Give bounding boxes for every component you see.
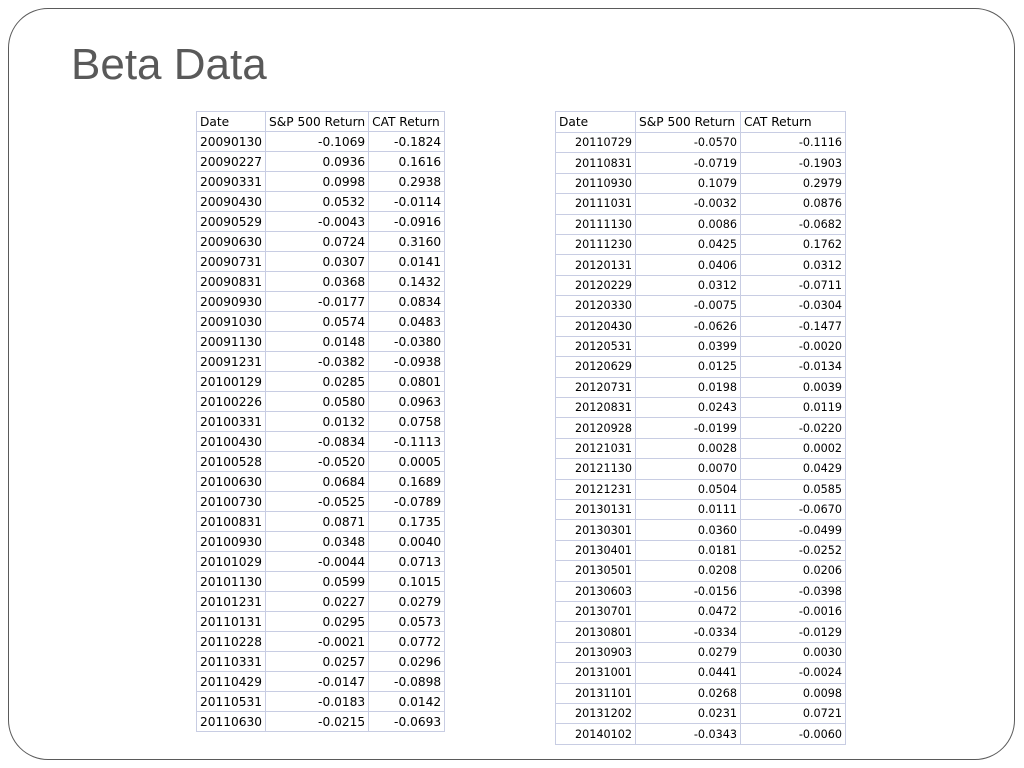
cat-return-cell: 0.0963 <box>369 392 445 412</box>
table-row <box>556 275 846 295</box>
column-header-date: Date <box>556 112 636 133</box>
table-row <box>197 532 445 552</box>
table-row <box>556 520 846 540</box>
date-cell: 20130501 <box>556 561 636 581</box>
table-row <box>197 692 445 712</box>
sp500-return-cell: 0.0279 <box>636 642 741 662</box>
cat-return-cell: 0.0758 <box>369 412 445 432</box>
date-cell: 20131202 <box>556 703 636 723</box>
column-header-cat-return: CAT Return <box>369 112 445 132</box>
cat-return-cell: 0.0119 <box>741 398 846 418</box>
cat-return-cell: -0.0252 <box>741 540 846 560</box>
table-row <box>197 632 445 652</box>
table-row <box>556 724 846 744</box>
sp500-return-cell: -0.0520 <box>266 452 369 472</box>
sp500-return-cell: 0.0132 <box>266 412 369 432</box>
sp500-return-cell: 0.0208 <box>636 561 741 581</box>
sp500-return-cell: 0.0360 <box>636 520 741 540</box>
cat-return-cell: -0.0499 <box>741 520 846 540</box>
cat-return-cell: 0.0585 <box>741 479 846 499</box>
cat-return-cell: 0.0279 <box>369 592 445 612</box>
sp500-return-cell: -0.0075 <box>636 296 741 316</box>
sp500-return-cell: 0.0532 <box>266 192 369 212</box>
sp500-return-cell: -0.0382 <box>266 352 369 372</box>
column-header-sp500-return: S&P 500 Return <box>266 112 369 132</box>
date-cell: 20101029 <box>197 552 266 572</box>
sp500-return-cell: 0.0028 <box>636 438 741 458</box>
table-row <box>197 432 445 452</box>
date-cell: 20130603 <box>556 581 636 601</box>
table-row <box>556 336 846 356</box>
sp500-return-cell: 0.1079 <box>636 173 741 193</box>
cat-return-cell: -0.0711 <box>741 275 846 295</box>
date-cell: 20130301 <box>556 520 636 540</box>
sp500-return-cell: -0.0834 <box>266 432 369 452</box>
table-row <box>556 438 846 458</box>
date-cell: 20131101 <box>556 683 636 703</box>
sp500-return-cell: 0.0684 <box>266 472 369 492</box>
sp500-return-cell: 0.0181 <box>636 540 741 560</box>
cat-return-cell: 0.0573 <box>369 612 445 632</box>
date-cell: 20120430 <box>556 316 636 336</box>
sp500-return-cell: 0.0574 <box>266 312 369 332</box>
table-row <box>197 132 445 152</box>
date-cell: 20110930 <box>556 173 636 193</box>
table-row <box>556 234 846 254</box>
cat-return-cell: 0.0296 <box>369 652 445 672</box>
table-row <box>197 232 445 252</box>
date-cell: 20140102 <box>556 724 636 744</box>
cat-return-cell: 0.1689 <box>369 472 445 492</box>
table-row <box>197 212 445 232</box>
date-cell: 20090130 <box>197 132 266 152</box>
sp500-return-cell: -0.0525 <box>266 492 369 512</box>
sp500-return-cell: 0.0227 <box>266 592 369 612</box>
cat-return-cell: 0.0713 <box>369 552 445 572</box>
cat-return-cell: -0.0398 <box>741 581 846 601</box>
beta-table-left <box>196 111 445 732</box>
date-cell: 20110630 <box>197 712 266 732</box>
table-row <box>197 272 445 292</box>
date-cell: 20100226 <box>197 392 266 412</box>
date-cell: 20101231 <box>197 592 266 612</box>
sp500-return-cell: 0.0070 <box>636 459 741 479</box>
cat-return-cell: 0.0721 <box>741 703 846 723</box>
cat-return-cell: 0.0876 <box>741 194 846 214</box>
sp500-return-cell: 0.0399 <box>636 336 741 356</box>
date-cell: 20110729 <box>556 133 636 153</box>
table-row <box>197 372 445 392</box>
sp500-return-cell: -0.0199 <box>636 418 741 438</box>
sp500-return-cell: 0.0425 <box>636 234 741 254</box>
slide-title: Beta Data <box>71 40 267 89</box>
table-header-row <box>197 112 445 132</box>
sp500-return-cell: -0.0177 <box>266 292 369 312</box>
sp500-return-cell: 0.0111 <box>636 500 741 520</box>
date-cell: 20120330 <box>556 296 636 316</box>
date-cell: 20121231 <box>556 479 636 499</box>
date-cell: 20090930 <box>197 292 266 312</box>
date-cell: 20110531 <box>197 692 266 712</box>
table-row <box>197 452 445 472</box>
date-cell: 20130903 <box>556 642 636 662</box>
cat-return-cell: -0.0916 <box>369 212 445 232</box>
table-row <box>556 459 846 479</box>
sp500-return-cell: -0.0043 <box>266 212 369 232</box>
table-row <box>197 172 445 192</box>
table-row <box>197 672 445 692</box>
table-row <box>197 472 445 492</box>
date-cell: 20100930 <box>197 532 266 552</box>
date-cell: 20120131 <box>556 255 636 275</box>
sp500-return-cell: 0.0441 <box>636 663 741 683</box>
date-cell: 20110228 <box>197 632 266 652</box>
table-row <box>556 418 846 438</box>
cat-return-cell: -0.0380 <box>369 332 445 352</box>
cat-return-cell: 0.0312 <box>741 255 846 275</box>
cat-return-cell: -0.0682 <box>741 214 846 234</box>
table-row <box>556 316 846 336</box>
slide-frame <box>8 8 1015 760</box>
date-cell: 20130801 <box>556 622 636 642</box>
sp500-return-cell: 0.0406 <box>636 255 741 275</box>
column-header-sp500-return: S&P 500 Return <box>636 112 741 133</box>
date-cell: 20100528 <box>197 452 266 472</box>
table-row <box>556 683 846 703</box>
cat-return-cell: -0.0129 <box>741 622 846 642</box>
table-row <box>556 540 846 560</box>
date-cell: 20091130 <box>197 332 266 352</box>
date-cell: 20100129 <box>197 372 266 392</box>
table-row <box>556 296 846 316</box>
sp500-return-cell: -0.0032 <box>636 194 741 214</box>
table-row <box>556 479 846 499</box>
sp500-return-cell: -0.1069 <box>266 132 369 152</box>
sp500-return-cell: -0.0183 <box>266 692 369 712</box>
sp500-return-cell: 0.0504 <box>636 479 741 499</box>
table-row <box>197 712 445 732</box>
date-cell: 20100730 <box>197 492 266 512</box>
table-row <box>556 622 846 642</box>
table-row <box>197 152 445 172</box>
sp500-return-cell: -0.0215 <box>266 712 369 732</box>
sp500-return-cell: 0.0268 <box>636 683 741 703</box>
date-cell: 20090831 <box>197 272 266 292</box>
table-row <box>556 214 846 234</box>
cat-return-cell: -0.1477 <box>741 316 846 336</box>
date-cell: 20120531 <box>556 336 636 356</box>
date-cell: 20111230 <box>556 234 636 254</box>
sp500-return-cell: 0.0243 <box>636 398 741 418</box>
date-cell: 20090430 <box>197 192 266 212</box>
sp500-return-cell: 0.0998 <box>266 172 369 192</box>
table-row <box>556 581 846 601</box>
table-row <box>197 332 445 352</box>
table-row <box>197 652 445 672</box>
table-row <box>197 612 445 632</box>
cat-return-cell: -0.0024 <box>741 663 846 683</box>
sp500-return-cell: 0.0148 <box>266 332 369 352</box>
date-cell: 20120629 <box>556 357 636 377</box>
cat-return-cell: -0.0938 <box>369 352 445 372</box>
sp500-return-cell: 0.0198 <box>636 377 741 397</box>
table-row <box>556 703 846 723</box>
cat-return-cell: 0.0005 <box>369 452 445 472</box>
sp500-return-cell: 0.0936 <box>266 152 369 172</box>
cat-return-cell: -0.0020 <box>741 336 846 356</box>
table-row <box>197 312 445 332</box>
cat-return-cell: 0.2938 <box>369 172 445 192</box>
sp500-return-cell: -0.0570 <box>636 133 741 153</box>
cat-return-cell: -0.0134 <box>741 357 846 377</box>
cat-return-cell: 0.0141 <box>369 252 445 272</box>
table-row <box>556 500 846 520</box>
sp500-return-cell: 0.0257 <box>266 652 369 672</box>
sp500-return-cell: -0.0626 <box>636 316 741 336</box>
cat-return-cell: 0.0002 <box>741 438 846 458</box>
date-cell: 20120731 <box>556 377 636 397</box>
sp500-return-cell: 0.0580 <box>266 392 369 412</box>
table-row <box>197 592 445 612</box>
sp500-return-cell: 0.0368 <box>266 272 369 292</box>
sp500-return-cell: 0.0086 <box>636 214 741 234</box>
table-row <box>197 292 445 312</box>
cat-return-cell: 0.0030 <box>741 642 846 662</box>
date-cell: 20110831 <box>556 153 636 173</box>
date-cell: 20111031 <box>556 194 636 214</box>
cat-return-cell: -0.1116 <box>741 133 846 153</box>
cat-return-cell: -0.1824 <box>369 132 445 152</box>
date-cell: 20110429 <box>197 672 266 692</box>
cat-return-cell: 0.0206 <box>741 561 846 581</box>
sp500-return-cell: 0.0472 <box>636 601 741 621</box>
date-cell: 20120229 <box>556 275 636 295</box>
date-cell: 20100630 <box>197 472 266 492</box>
sp500-return-cell: -0.0334 <box>636 622 741 642</box>
table-row <box>197 352 445 372</box>
table-row <box>556 255 846 275</box>
table-row <box>556 398 846 418</box>
sp500-return-cell: 0.0295 <box>266 612 369 632</box>
date-cell: 20100331 <box>197 412 266 432</box>
sp500-return-cell: -0.0147 <box>266 672 369 692</box>
sp500-return-cell: -0.0156 <box>636 581 741 601</box>
cat-return-cell: 0.0483 <box>369 312 445 332</box>
date-cell: 20131001 <box>556 663 636 683</box>
table-row <box>556 153 846 173</box>
date-cell: 20100831 <box>197 512 266 532</box>
cat-return-cell: -0.0060 <box>741 724 846 744</box>
date-cell: 20120928 <box>556 418 636 438</box>
cat-return-cell: 0.2979 <box>741 173 846 193</box>
cat-return-cell: 0.1616 <box>369 152 445 172</box>
column-header-cat-return: CAT Return <box>741 112 846 133</box>
sp500-return-cell: -0.0719 <box>636 153 741 173</box>
cat-return-cell: -0.1903 <box>741 153 846 173</box>
sp500-return-cell: -0.0021 <box>266 632 369 652</box>
cat-return-cell: 0.0429 <box>741 459 846 479</box>
table-row <box>197 512 445 532</box>
date-cell: 20110131 <box>197 612 266 632</box>
table-row <box>197 552 445 572</box>
cat-return-cell: 0.0801 <box>369 372 445 392</box>
date-cell: 20090227 <box>197 152 266 172</box>
sp500-return-cell: 0.0599 <box>266 572 369 592</box>
sp500-return-cell: 0.0871 <box>266 512 369 532</box>
cat-return-cell: -0.0304 <box>741 296 846 316</box>
cat-return-cell: 0.3160 <box>369 232 445 252</box>
sp500-return-cell: 0.0125 <box>636 357 741 377</box>
sp500-return-cell: 0.0307 <box>266 252 369 272</box>
cat-return-cell: 0.0772 <box>369 632 445 652</box>
table-row <box>556 561 846 581</box>
beta-table-right <box>555 111 846 745</box>
cat-return-cell: -0.0693 <box>369 712 445 732</box>
table-row <box>197 392 445 412</box>
cat-return-cell: 0.1735 <box>369 512 445 532</box>
sp500-return-cell: -0.0343 <box>636 724 741 744</box>
date-cell: 20090630 <box>197 232 266 252</box>
date-cell: 20130401 <box>556 540 636 560</box>
date-cell: 20091231 <box>197 352 266 372</box>
cat-return-cell: 0.0142 <box>369 692 445 712</box>
date-cell: 20090731 <box>197 252 266 272</box>
sp500-return-cell: 0.0231 <box>636 703 741 723</box>
table-header-row <box>556 112 846 133</box>
date-cell: 20111130 <box>556 214 636 234</box>
table-row <box>556 642 846 662</box>
cat-return-cell: 0.1762 <box>741 234 846 254</box>
date-cell: 20100430 <box>197 432 266 452</box>
sp500-return-cell: 0.0312 <box>636 275 741 295</box>
table-row <box>556 357 846 377</box>
table-row <box>197 492 445 512</box>
cat-return-cell: -0.0670 <box>741 500 846 520</box>
date-cell: 20130701 <box>556 601 636 621</box>
date-cell: 20130131 <box>556 500 636 520</box>
table-row <box>197 572 445 592</box>
table-row <box>556 173 846 193</box>
cat-return-cell: 0.1432 <box>369 272 445 292</box>
cat-return-cell: -0.0114 <box>369 192 445 212</box>
cat-return-cell: 0.1015 <box>369 572 445 592</box>
date-cell: 20101130 <box>197 572 266 592</box>
table-row <box>556 377 846 397</box>
table-row <box>556 663 846 683</box>
cat-return-cell: 0.0040 <box>369 532 445 552</box>
date-cell: 20090331 <box>197 172 266 192</box>
sp500-return-cell: 0.0724 <box>266 232 369 252</box>
column-header-date: Date <box>197 112 266 132</box>
date-cell: 20110331 <box>197 652 266 672</box>
cat-return-cell: -0.0220 <box>741 418 846 438</box>
sp500-return-cell: 0.0348 <box>266 532 369 552</box>
cat-return-cell: -0.0016 <box>741 601 846 621</box>
date-cell: 20121130 <box>556 459 636 479</box>
date-cell: 20120831 <box>556 398 636 418</box>
date-cell: 20121031 <box>556 438 636 458</box>
sp500-return-cell: -0.0044 <box>266 552 369 572</box>
cat-return-cell: -0.0898 <box>369 672 445 692</box>
date-cell: 20090529 <box>197 212 266 232</box>
table-row <box>197 252 445 272</box>
cat-return-cell: 0.0039 <box>741 377 846 397</box>
cat-return-cell: 0.0098 <box>741 683 846 703</box>
table-row <box>556 601 846 621</box>
table-row <box>556 194 846 214</box>
cat-return-cell: -0.1113 <box>369 432 445 452</box>
cat-return-cell: 0.0834 <box>369 292 445 312</box>
sp500-return-cell: 0.0285 <box>266 372 369 392</box>
date-cell: 20091030 <box>197 312 266 332</box>
table-row <box>197 192 445 212</box>
cat-return-cell: -0.0789 <box>369 492 445 512</box>
table-row <box>556 133 846 153</box>
table-row <box>197 412 445 432</box>
